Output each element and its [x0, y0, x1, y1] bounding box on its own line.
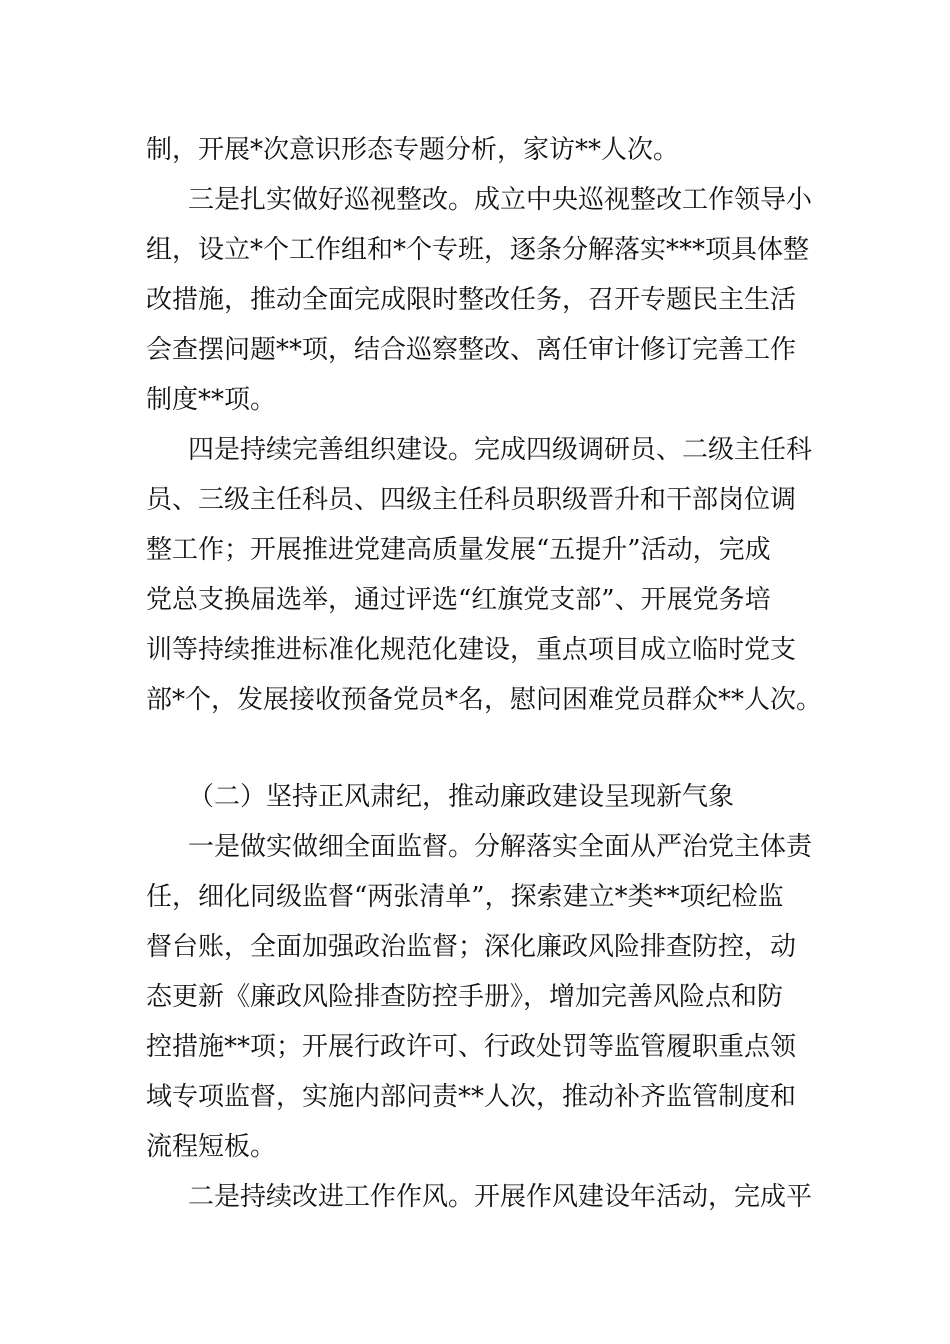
paragraph-1-line-3: 改措施，推动全面完成限时整改任务，召开专题民主生活 — [146, 285, 797, 315]
paragraph-3-line-3: 督台账，全面加强政治监督；深化廉政风险排查防控，动 — [146, 932, 797, 962]
paragraph-1-line-4: 会查摆问题**项，结合巡察整改、离任审计修订完善工作 — [146, 335, 797, 365]
section-heading: （二）坚持正风肃纪，推动廉政建设呈现新气象 — [188, 782, 735, 812]
paragraph-0-line-1: 制，开展*次意识形态专题分析，家访**人次。 — [146, 135, 680, 165]
paragraph-1-line-2: 组，设立*个工作组和*个专班，逐条分解落实***项具体整 — [146, 235, 810, 265]
paragraph-1-line-1: 三是扎实做好巡视整改。成立中央巡视整改工作领导小 — [188, 185, 813, 215]
paragraph-2-line-6: 部*个，发展接收预备党员*名，慰问困难党员群众**人次。 — [146, 685, 823, 715]
paragraph-2-line-3: 整工作；开展推进党建高质量发展“五提升”活动，完成 — [146, 535, 771, 565]
paragraph-2-line-1: 四是持续完善组织建设。完成四级调研员、二级主任科 — [188, 435, 813, 465]
paragraph-3-line-1: 一是做实做细全面监督。分解落实全面从严治党主体责 — [188, 832, 813, 862]
paragraph-1-line-5: 制度**项。 — [146, 385, 277, 415]
paragraph-2-line-5: 训等持续推进标准化规范化建设，重点项目成立临时党支 — [146, 635, 797, 665]
paragraph-4-line-1: 二是持续改进工作作风。开展作风建设年活动，完成平 — [188, 1182, 813, 1212]
paragraph-3-line-2: 任，细化同级监督“两张清单”，探索建立*类**项纪检监 — [146, 882, 784, 912]
paragraph-3-line-4: 态更新《廉政风险排查防控手册》，增加完善风险点和防 — [146, 982, 784, 1012]
paragraph-3-line-7: 流程短板。 — [146, 1132, 277, 1162]
paragraph-3-line-6: 域专项监督，实施内部问责**人次，推动补齐监管制度和 — [146, 1082, 797, 1112]
paragraph-2-line-4: 党总支换届选举，通过评选“红旗党支部”、开展党务培 — [146, 585, 771, 615]
paragraph-2-line-2: 员、三级主任科员、四级主任科员职级晋升和干部岗位调 — [146, 485, 797, 515]
paragraph-3-line-5: 控措施**项；开展行政许可、行政处罚等监管履职重点领 — [146, 1032, 797, 1062]
